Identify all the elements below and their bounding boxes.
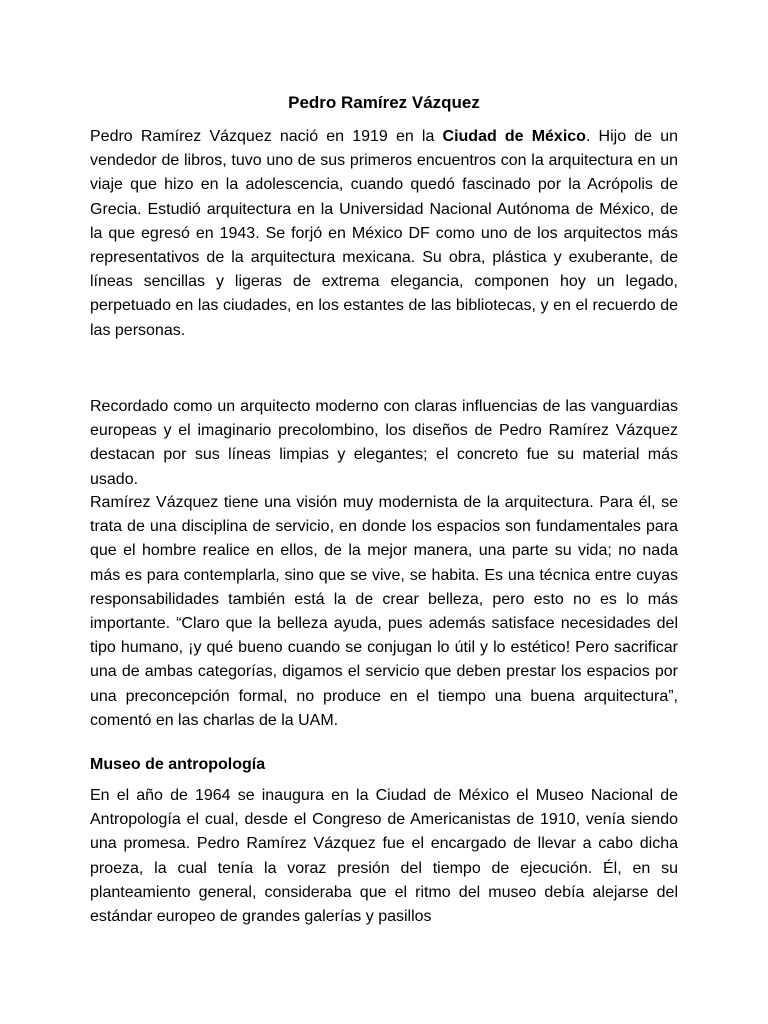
paragraph-biography bbox=[90, 125, 678, 343]
paragraph-modernist-vision: Ramírez Vázquez tiene una visión muy modernista de la arquitectura. Para él, se trata de una disciplina de servicio, en donde los espacios son fundamentales para que el hombre realice en ellos, de la mejor manera, una parte su vida; no nada más es para contemplarla, sino que se vive, se habita. Es una técnica entre cuyas responsabilidades también está la de crear belleza, pero esto no es lo más importante. “Claro que la belleza ayuda, pues además satisface necesidades del tipo humano, ¡y qué bueno cuando se conjugan lo útil y lo estético! Pero sacrificar una de ambas categorías, digamos el servicio que deben prestar los espacios por una preconcepción formal, no produce en el tiempo una buena arquitectura”, comentó en las charlas de la UAM. bbox=[90, 494, 678, 729]
section-heading-museum: Museo de antropología bbox=[90, 756, 266, 773]
paragraph-biography-text-start: Pedro Ramírez Vázquez nació en 1919 en la bbox=[90, 128, 443, 145]
document-title: Pedro Ramírez Vázquez bbox=[288, 93, 480, 112]
paragraph-modern-architect: Recordado como un arquitecto moderno con claras influencias de las vanguardias europeas y el imaginario precolombino, los diseños de Pedro Ramírez Vázquez destacan por sus líneas limpias y elegantes; el concreto fue su material más usado. bbox=[90, 398, 678, 488]
paragraph-biography-text-end: . Hijo de un vendedor de libros, tuvo uno de sus primeros encuentros con la arquitectura en un viaje que hizo en la adolescencia, cuando quedó fascinado por la Acrópolis de Grecia. Estudió arquitectura en la Universidad Nacional Autónoma de México, de la que egresó en 1943. Se forjó en México DF como uno de los arquitectos más representativos de la arquitectura mexicana. Su obra, plástica y exuberante, de líneas sencillas y ligeras de extrema elegancia, componen hoy un legado, perpetuado en las ciudades, en los estantes de las bibliotecas, y en el recuerdo de las personas. bbox=[90, 128, 679, 339]
bold-city-name: Ciudad de México bbox=[442, 128, 586, 145]
paragraph-museum: En el año de 1964 se inaugura en la Ciudad de México el Museo Nacional de Antropología el cual, desde el Congreso de Americanistas de 1910, venía siendo una promesa. Pedro Ramírez Vázquez fue el encargado de llevar a cabo dicha proeza, la cual tenía la voraz presión del tiempo de ejecución. Él, en su planteamiento general, consideraba que el ritmo del museo debía alejarse del estándar europeo de grandes galerías y pasillos bbox=[90, 787, 678, 926]
